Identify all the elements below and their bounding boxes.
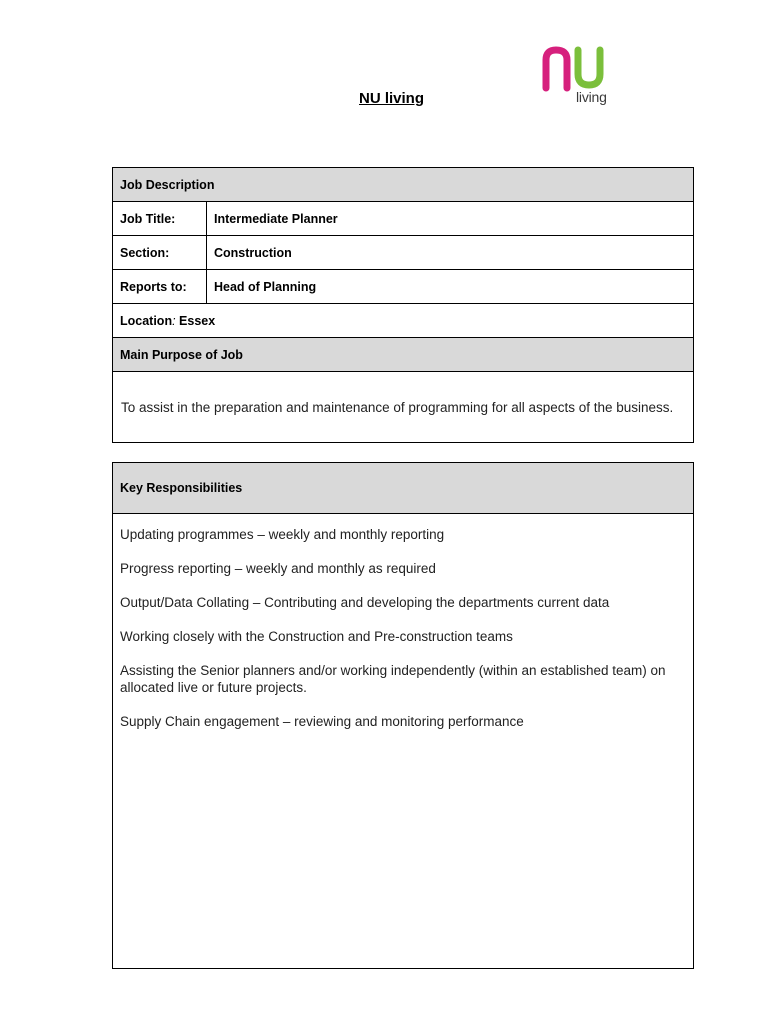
- list-item: Working closely with the Construction and Pre-construction teams: [120, 629, 513, 644]
- job-description-table: [112, 167, 694, 443]
- list-item: Assisting the Senior planners and/or working independently (within an established team) on allocated live or future projects.: [120, 663, 666, 695]
- location-separator: :: [172, 313, 180, 328]
- table-row: [113, 236, 694, 270]
- job-title-label: Job Title:: [113, 202, 207, 236]
- logo-wordmark: living: [576, 89, 607, 105]
- table-row: [113, 270, 694, 304]
- main-purpose-text: To assist in the preparation and maintenance of programming for all aspects of the business.: [113, 372, 694, 443]
- table-row: [113, 304, 694, 338]
- location-cell: [113, 304, 694, 338]
- key-responsibilities-table: [112, 462, 694, 969]
- responsibilities-list: [113, 514, 694, 969]
- key-responsibilities-heading: Key Responsibilities: [113, 463, 694, 514]
- list-item: Supply Chain engagement – reviewing and monitoring performance: [120, 714, 524, 729]
- job-title-value: Intermediate Planner: [207, 202, 694, 236]
- nu-living-logo: [540, 44, 620, 108]
- reports-to-label: Reports to:: [113, 270, 207, 304]
- section-value: Construction: [207, 236, 694, 270]
- page-title: NU living: [359, 90, 425, 107]
- main-purpose-heading: Main Purpose of Job: [113, 338, 694, 372]
- location-label: Location: [120, 313, 173, 328]
- list-item: Updating programmes – weekly and monthly reporting: [120, 527, 445, 542]
- location-value: Essex: [179, 313, 216, 328]
- job-description-heading: Job Description: [113, 168, 694, 202]
- nu-logo-mark-icon: [540, 44, 620, 94]
- table-row: [113, 202, 694, 236]
- list-item: Progress reporting – weekly and monthly as required: [120, 561, 436, 576]
- reports-to-value: Head of Planning: [207, 270, 694, 304]
- section-label: Section:: [113, 236, 207, 270]
- list-item: Output/Data Collating – Contributing and developing the departments current data: [120, 595, 610, 610]
